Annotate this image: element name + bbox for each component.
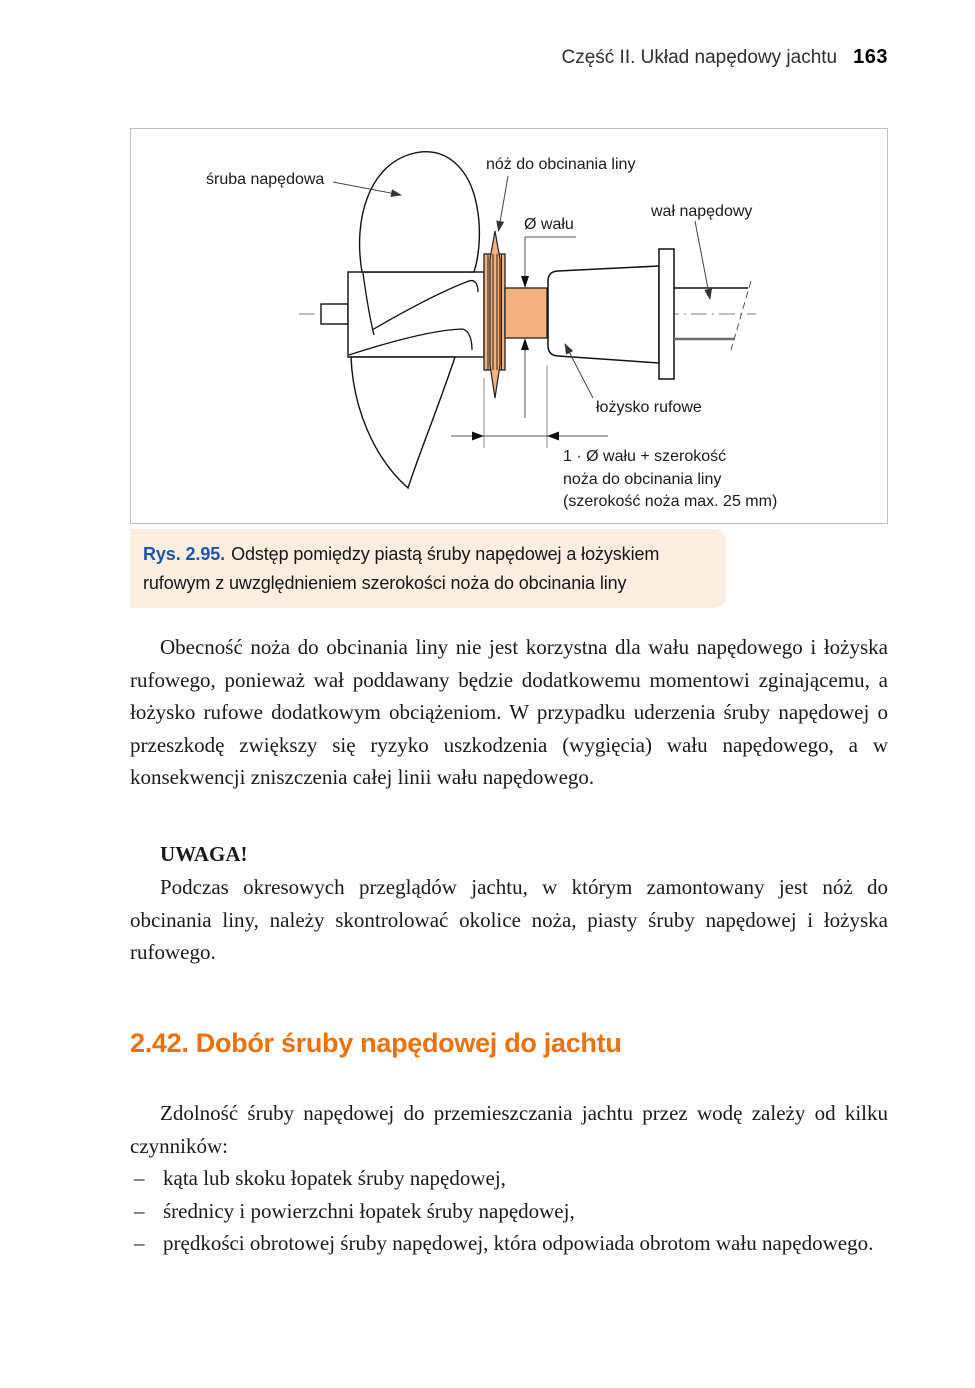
propeller-diagram xyxy=(131,129,887,523)
figure-caption xyxy=(130,529,726,608)
figure-box xyxy=(130,128,888,524)
shaft-break-line xyxy=(731,281,751,350)
list-item xyxy=(130,1227,888,1260)
dimension-note-line1: 1 · Ø wału + szerokość xyxy=(563,448,727,465)
section-heading: 2.42. Dobór śruby napędowej do jachtu xyxy=(130,1028,622,1058)
list-item-text: średnicy i powierzchni łopatek śruby napędowej, xyxy=(163,1198,575,1223)
bullet-dash: – xyxy=(134,1231,145,1255)
rope-cutter-blade xyxy=(490,231,500,398)
stern-bearing-flange xyxy=(659,249,674,379)
stern-bearing-body xyxy=(548,266,659,363)
list-item xyxy=(130,1162,888,1195)
rope-cutter-label-arrow xyxy=(499,176,509,231)
figure-caption-number: Rys. 2.95. xyxy=(143,544,226,564)
list-item xyxy=(130,1195,888,1228)
stern-bearing-label: łożysko rufowe xyxy=(596,399,702,416)
chapter-title: Część II. Układ napędowy jachtu xyxy=(561,47,838,68)
propeller-label: śruba napędowa xyxy=(206,171,325,188)
dimension-arrow-left xyxy=(547,432,559,441)
diameter-arrow-down xyxy=(521,276,529,288)
shaft-exposed-section xyxy=(505,288,547,338)
page-number: 163 xyxy=(853,46,888,68)
figure-caption-text: Odstęp pomiędzy piastą śruby napędowej a łożyskiem rufowym z uwzględnieniem szerokości noża do obcinania liny xyxy=(143,544,660,593)
shaft-diameter-label: Ø wału xyxy=(524,216,574,233)
bullet-dash: – xyxy=(134,1166,145,1190)
warning-paragraph: Podczas okresowych przeglądów jachtu, w którym zamontowany jest nóż do obcinania liny, należy skontrolować okolice noża, piasty śruby napędowej i łożyska rufowego. xyxy=(130,875,888,964)
paragraph-rope-cutter-effects: Obecność noża do obcinania liny nie jest korzystna dla wału napędowego i łożyska rufowego, ponieważ wał poddawany będzie dodatkowemu momentowi zginającemu, a łożysko rufowe dodatkowym obciążeniom. W przypadku uderzenia śruby napędowej o przeszkodę zwiększy się ryzyko uszkodzenia (wygięcia) wału napędowego, a w konsekwencji zniszczenia całej linii wału napędowego. xyxy=(130,635,888,789)
dimension-arrow-right xyxy=(472,432,484,441)
list-item-text: prędkości obrotowej śruby napędowej, która odpowiada obrotom wału napędowego. xyxy=(163,1231,874,1255)
shaft-stub xyxy=(321,304,348,324)
list-item-text: kąta lub skoku łopatek śruby napędowej, xyxy=(163,1166,506,1190)
paragraph-propeller-selection-intro: Zdolność śruby napędowej do przemieszczania jachtu przez wodę zależy od kilku czynników: xyxy=(130,1101,888,1158)
rope-cutter-label: nóż do obcinania liny xyxy=(486,156,636,173)
bullet-dash: – xyxy=(134,1198,145,1223)
drive-shaft-label: wał napędowy xyxy=(651,203,753,220)
page-header xyxy=(561,46,888,69)
warning-title: UWAGA! xyxy=(160,842,248,866)
dimension-note-line2: noża do obcinania liny xyxy=(563,471,722,488)
diameter-arrow-up xyxy=(521,338,529,350)
propeller-hub xyxy=(348,272,484,357)
bullet-list xyxy=(130,1162,888,1260)
propeller-blade-upper xyxy=(360,152,480,272)
dimension-note-line3: (szerokość noża max. 25 mm) xyxy=(563,493,778,510)
propeller-blade-lower xyxy=(351,357,455,488)
